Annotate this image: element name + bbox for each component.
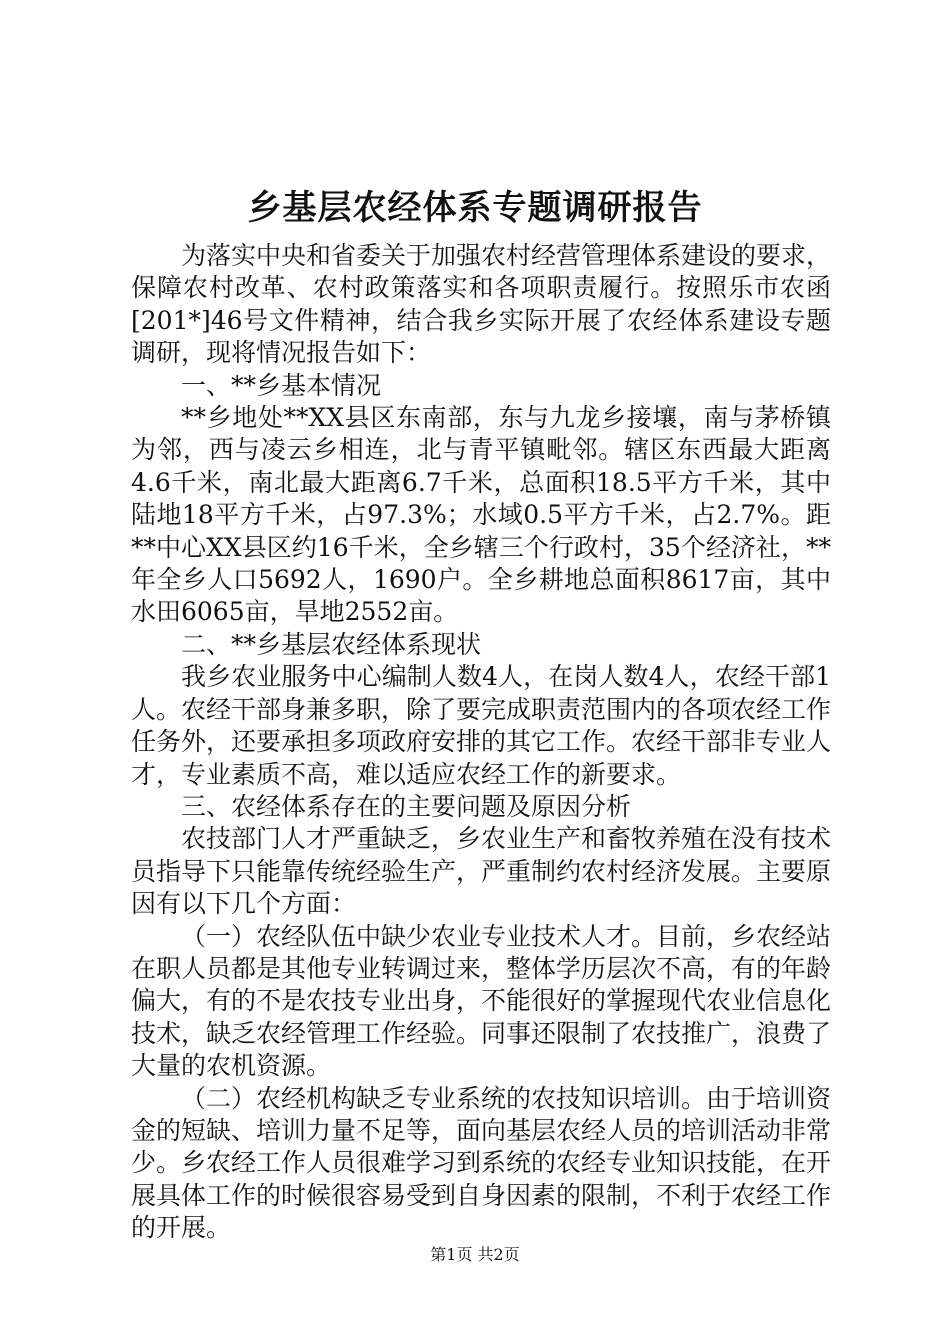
section-heading-1: 一、**乡基本情况 [181, 370, 382, 400]
problems-paragraph: 农技部门人才严重缺乏，乡农业生产和畜牧养殖在没有技术员指导下只能靠传统经验生产，严重制约农村经济发展。主要原因有以下几个方面： [131, 824, 832, 919]
document-body [131, 240, 831, 1245]
subsection-2-paragraph: （二）农经机构缺乏专业系统的农技知识培训。由于培训资金的短缺、培训力量不足等，面向基层农经人员的培训活动非常少。乡农经工作人员很难学习到系统的农经专业知识技能，在开展具体工作的时候很容易受到自身因素的限制，不利于农经工作的开展。 [131, 1083, 832, 1243]
page-number-footer: 第1页 共2页 [430, 1245, 520, 1264]
intro-paragraph: 为落实中央和省委关于加强农村经营管理体系建设的要求，保障农村改革、农村政策落实和各项职责履行。按照乐市农函[201*]46号文件精神，结合我乡实际开展了农经体系建设专题调研，现将情况报告如下： [131, 241, 832, 368]
section-heading-3: 三、农经体系存在的主要问题及原因分析 [181, 791, 632, 821]
subsection-1-paragraph: （一）农经队伍中缺少农业专业技术人才。目前，乡农经站在职人员都是其他专业转调过来，整体学历层次不高，有的年龄偏大，有的不是农技专业出身，不能很好的掌握现代农业信息化技术，缺乏农经管理工作经验。同事还限制了农技推广，浪费了大量的农机资源。 [131, 921, 832, 1081]
basic-info-paragraph: **乡地处**XX县区东南部，东与九龙乡接壤，南与茅桥镇为邻，西与凌云乡相连，北与青平镇毗邻。辖区东西最大距离4.6千米，南北最大距离6.7千米，总面积18.5平方千米，其中陆地18平方千米，占97.3%；水域0.5平方千米，占2.7%。距**中心XX县区约16千米，全乡辖三个行政村，35个经济社，**年全乡人口5692人，1690户。全乡耕地总面积8617亩，其中水田6065亩，旱地2552亩。 [131, 403, 831, 627]
status-paragraph: 我乡农业服务中心编制人数4人，在岗人数4人，农经干部1人。农经干部身兼多职，除了要完成职责范围内的各项农经工作任务外，还要承担多项政府安排的其它工作。农经干部非专业人才，专业素质不高，难以适应农经工作的新要求。 [131, 662, 832, 789]
section-heading-2: 二、**乡基层农经体系现状 [181, 629, 482, 659]
document-title: 乡基层农经体系专题调研报告 [247, 188, 703, 228]
